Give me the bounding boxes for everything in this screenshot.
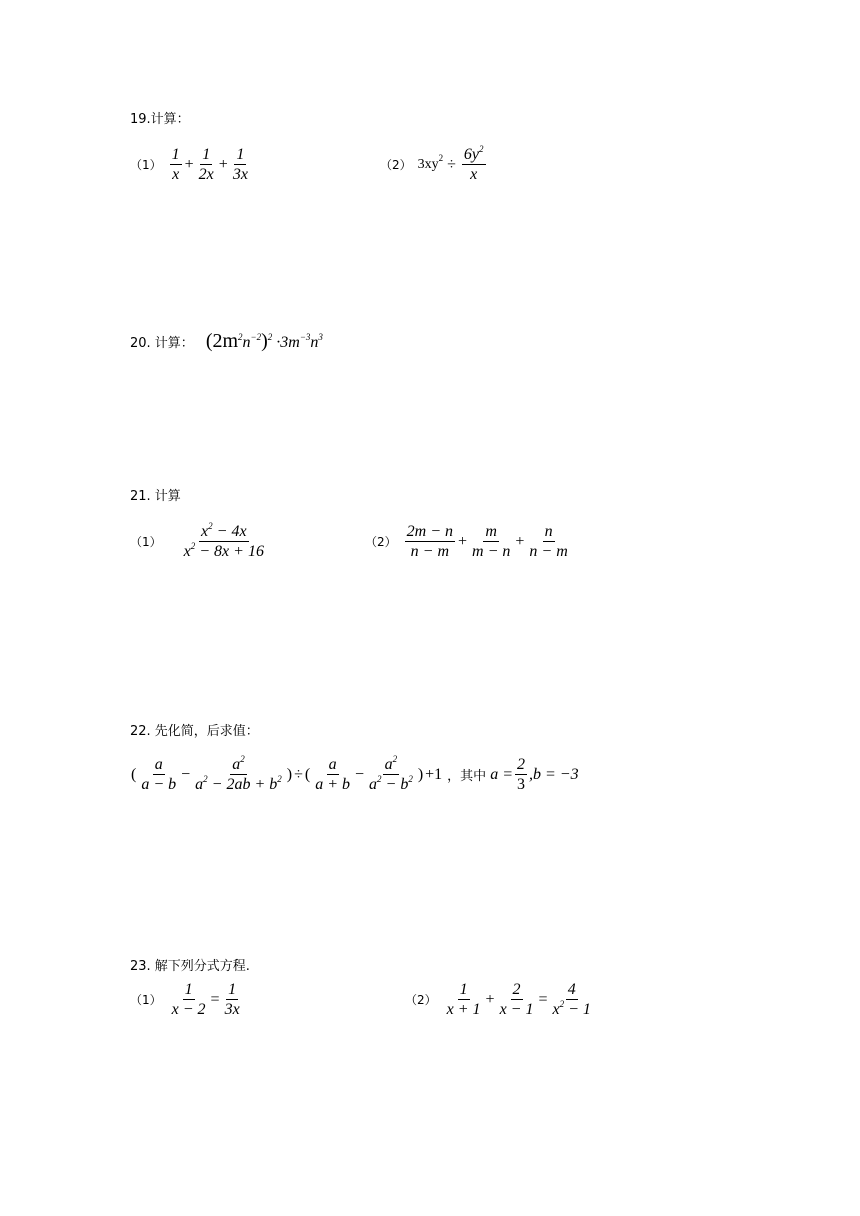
q22-title: 22. 先化简，后求值： <box>130 724 259 739</box>
fraction: $\frac{1}{x + 1}$ <box>446 981 481 1018</box>
fraction: $\frac{1}{3x}$ <box>224 981 240 1018</box>
paren: ( <box>304 765 311 783</box>
plus-sign: + <box>485 990 495 1008</box>
q23-part2-label: （2） <box>405 993 437 1007</box>
fraction: $\frac{2m - n}{n - m}$ <box>406 523 453 560</box>
q21-part1-label: （1） <box>130 535 162 549</box>
fraction: $\frac{m}{m - n}$ <box>472 523 511 560</box>
q19-part1-label: （1） <box>130 158 162 172</box>
fraction: $\frac{1}{3x}$ <box>232 146 248 183</box>
fraction: $\frac{1}{2x}$ <box>198 146 214 183</box>
q23-part1-label: （1） <box>130 993 162 1007</box>
q20-expression: $(2m^2n^{-2})^2 \cdot 3m^{-3}n^3$ <box>205 330 323 352</box>
q21-part2 <box>365 522 572 561</box>
paren: ( <box>131 765 137 783</box>
q22-expression <box>130 755 579 794</box>
plus-one: +1 <box>425 765 443 783</box>
fraction: $\frac{1}{x - 2}$ <box>171 981 206 1018</box>
q23-part1 <box>130 980 244 1019</box>
fraction: $\frac{6y^2}{x}$ <box>463 144 484 183</box>
plus-sign: + <box>515 532 525 550</box>
plus-sign: + <box>458 532 468 550</box>
q19-part2-label: （2） <box>380 158 412 172</box>
divide-sign: ÷ <box>447 155 456 173</box>
q21-part2-label: （2） <box>365 535 397 549</box>
equals-sign: = <box>210 990 220 1008</box>
fraction: $\frac{a}{a + b}$ <box>315 756 350 793</box>
equals-sign: = <box>538 990 548 1008</box>
q19-title: 19.计算： <box>130 112 190 127</box>
plus-sign: + <box>218 155 228 173</box>
a-equals: a = <box>490 765 513 783</box>
fraction: $\frac{x^2 - 4x}{x^2 - 8x + 16}$ <box>183 521 264 560</box>
q23-title: 23. 解下列分式方程. <box>130 959 250 974</box>
fraction: $\frac{4}{x^2 - 1}$ <box>552 981 591 1018</box>
q19-part2-lead: $3xy^2$ <box>417 152 444 172</box>
paren: ) <box>417 765 424 783</box>
fraction: $\frac{a}{a - b}$ <box>141 756 177 793</box>
q19-part1 <box>130 145 252 184</box>
minus-sign: − <box>181 765 191 783</box>
q19-part2 <box>380 145 488 184</box>
condition-text: ，其中 <box>447 769 487 784</box>
fraction: $\frac{a^2}{a^2 - b^2}$ <box>369 754 413 793</box>
fraction: $\frac{2}{x - 1}$ <box>499 981 534 1018</box>
divide-sign: ÷ <box>294 765 303 783</box>
fraction: $\frac{a^2}{a^2 - 2ab + b^2}$ <box>195 754 282 793</box>
fraction: $\frac{n}{n - m}$ <box>529 523 568 560</box>
fraction: $\frac{1}{x}$ <box>171 146 180 183</box>
q20-title: 20. 计算： <box>130 336 194 351</box>
q21-title: 21. 计算 <box>130 489 181 504</box>
fraction: $\frac{2}{3}$ <box>516 756 525 793</box>
q21-part1 <box>130 522 268 561</box>
q23-part2 <box>405 980 595 1019</box>
minus-sign: − <box>354 765 365 783</box>
paren: ) <box>286 765 293 783</box>
b-equals: ,b = −3 <box>528 765 579 783</box>
q20 <box>130 330 323 353</box>
plus-sign: + <box>184 155 194 173</box>
